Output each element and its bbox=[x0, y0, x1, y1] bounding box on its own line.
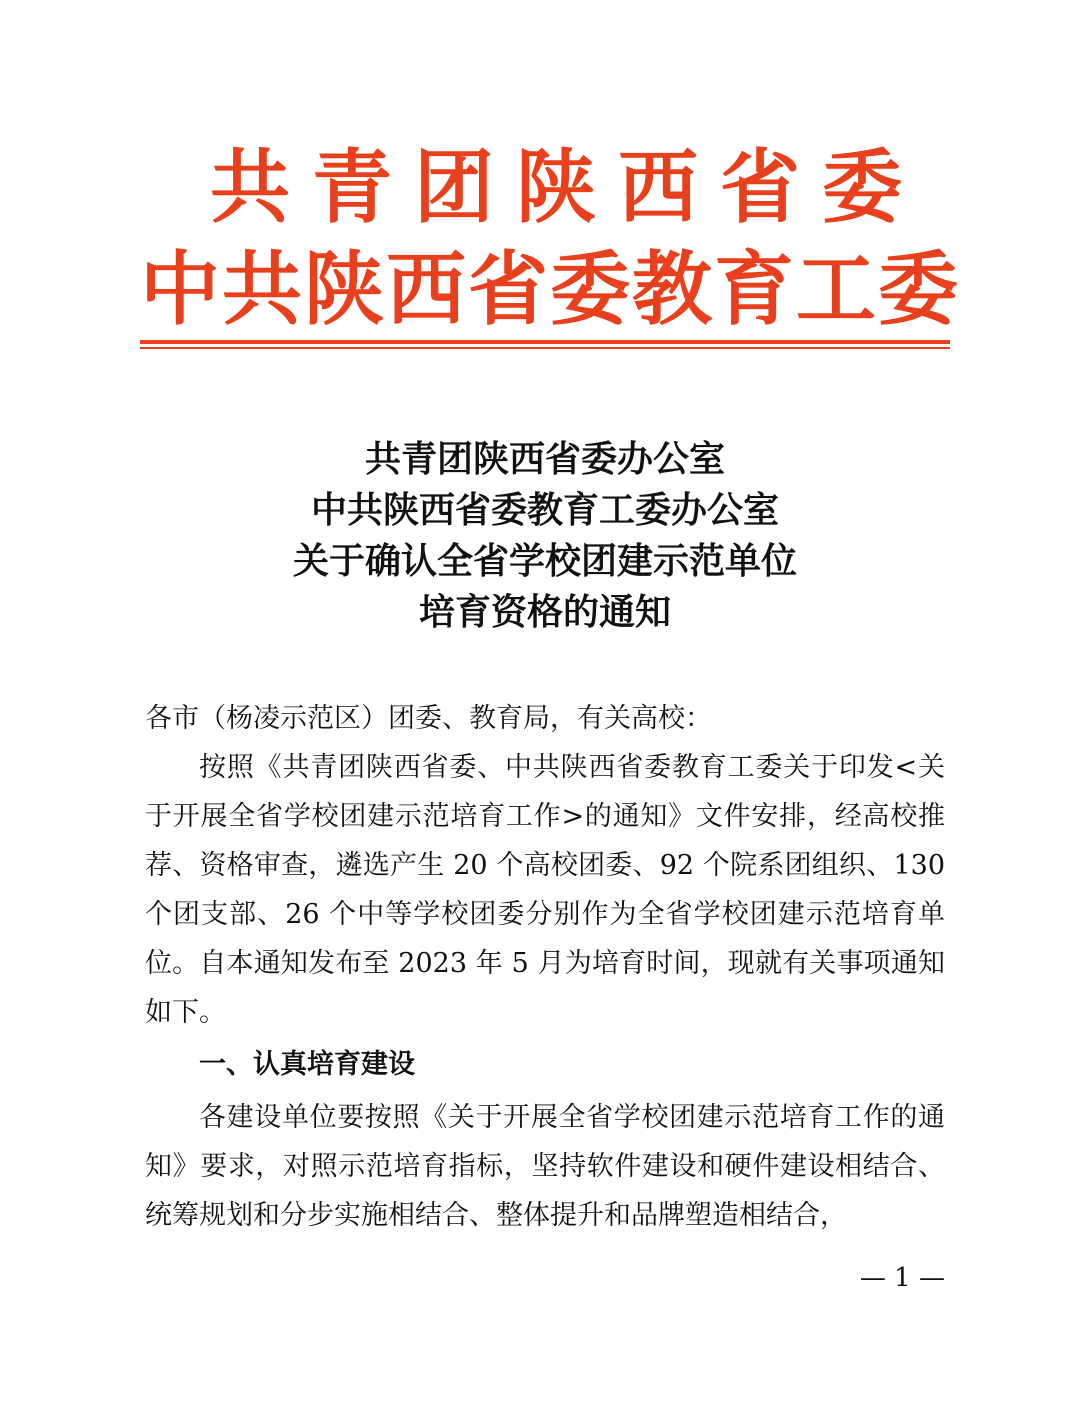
document-title bbox=[140, 434, 950, 638]
title-line-1: 共青团陕西省委办公室 bbox=[364, 438, 725, 480]
title-line-3: 关于确认全省学校团建示范单位 bbox=[292, 540, 797, 582]
title-line-2: 中共陕西省委教育工委办公室 bbox=[310, 489, 779, 531]
masthead-red-rule-thin bbox=[140, 347, 950, 349]
paragraph-2: 各建设单位要按照《关于开展全省学校团建示范培育工作的通知》要求，对照示范培育指标，坚持软件建设和硬件建设相结合、统筹规划和分步实施相结合、整体提升和品牌塑造相结合， bbox=[145, 1102, 945, 1231]
masthead-line-1: 共青团陕西省委 bbox=[210, 141, 924, 234]
salutation: 各市（杨凌示范区）团委、教育局，有关高校： bbox=[145, 703, 712, 734]
masthead-red-rule-thick bbox=[140, 340, 950, 344]
page-number: — 1 — bbox=[859, 1263, 945, 1293]
section-heading-1: 一、认真培育建设 bbox=[199, 1049, 415, 1080]
paragraph-1: 按照《共青团陕西省委、中共陕西省委教育工委关于印发<关于开展全省学校团建示范培育工作>的通知》文件安排，经高校推荐、资格审查，遴选产生 20 个高校团委、92 个院系团组织、130 个团支部、26 个中等学校团委分别作为全省学校团建示范培育单位。自本通知发布至 2023 年 5 月为培育时间，现就有关事项通知如下。 bbox=[145, 752, 945, 1028]
title-line-4: 培育资格的通知 bbox=[418, 591, 671, 633]
masthead-line-2: 中共陕西省委教育工委 bbox=[140, 243, 960, 336]
